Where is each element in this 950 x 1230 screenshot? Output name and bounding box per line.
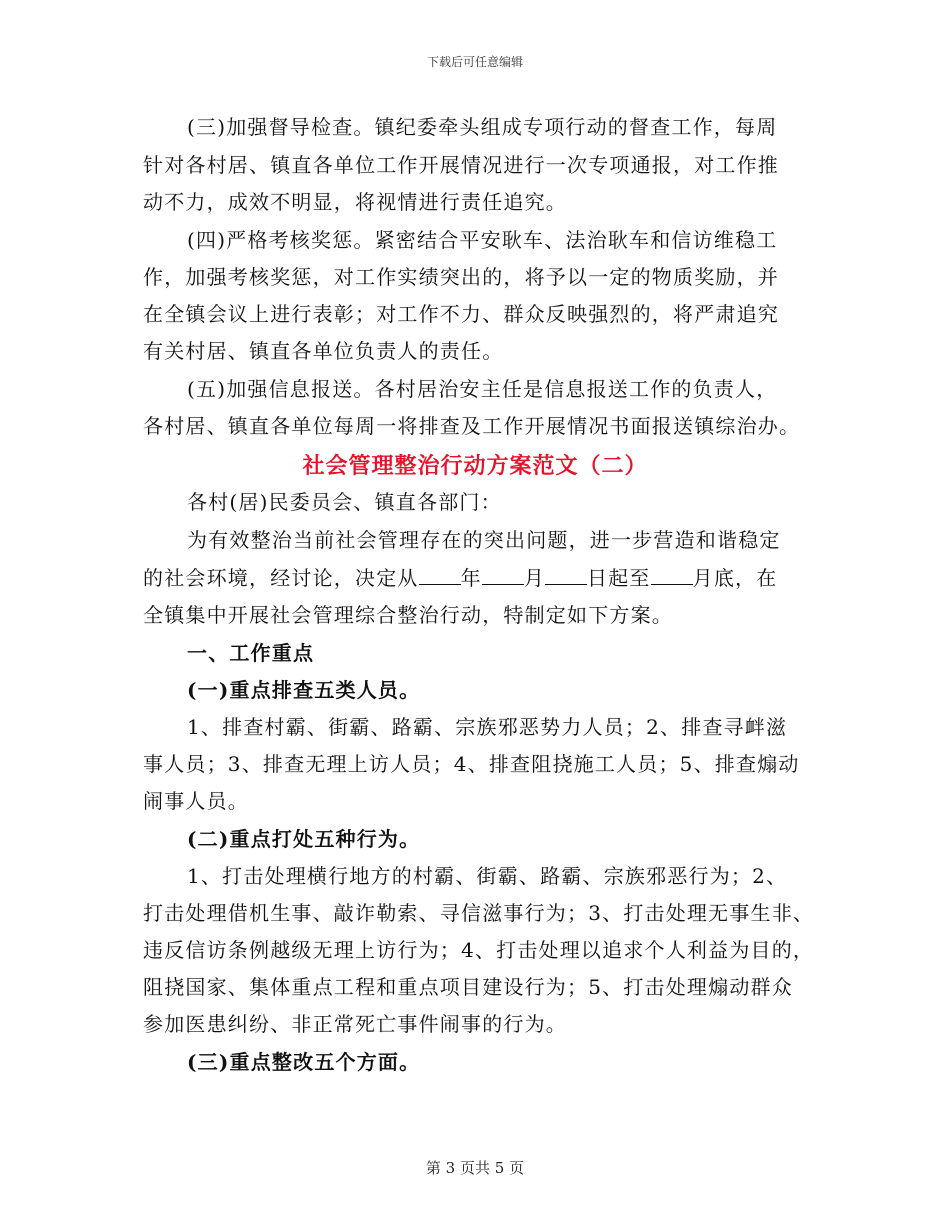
text-segment: 月底，在 bbox=[692, 566, 778, 590]
paragraph-line: 违反信访条例越级无理上访行为；4、打击处理以追求个人利益为目的， bbox=[143, 938, 815, 962]
section-heading: 一、工作重点 bbox=[187, 641, 315, 665]
text-segment: 的社会环境，经讨论，决定从 bbox=[143, 566, 419, 590]
subsection-heading: (三)重点整改五个方面。 bbox=[187, 1050, 421, 1074]
paragraph-line: (四)严格考核奖惩。紧密结合平安耿车、法治耿车和信访维稳工 bbox=[187, 228, 778, 252]
paragraph-line: 为有效整治当前社会管理存在的突出问题，进一步营造和谐稳定 bbox=[187, 528, 781, 552]
paragraph-line: 事人员；3、排查无理上访人员；4、排查阻挠施工人员；5、排查煽动 bbox=[143, 752, 800, 776]
paragraph-line: 1、打击处理横行地方的村霸、街霸、路霸、宗族邪恶行为；2、 bbox=[187, 864, 788, 888]
date-blank bbox=[651, 566, 693, 585]
page-header: 下载后可任意编辑 bbox=[426, 55, 523, 69]
paragraph-line: 1、排查村霸、街霸、路霸、宗族邪恶势力人员；2、排查寻衅滋 bbox=[187, 715, 788, 739]
paragraph-line: 参加医患纠纷、非正常死亡事件闹事的行为。 bbox=[143, 1012, 567, 1036]
text-segment: 月 bbox=[523, 566, 546, 590]
paragraph-line: 在全镇会议上进行表彰；对工作不力、群众反映强烈的，将严肃追究 bbox=[143, 302, 779, 326]
page-footer: 第 3 页共 5 页 bbox=[425, 1159, 525, 1177]
paragraph-line: 闹事人员。 bbox=[143, 789, 249, 813]
date-blank bbox=[419, 566, 461, 585]
paragraph-line: 打击处理借机生事、敲诈勒索、寻信滋事行为；3、打击处理无事生非、 bbox=[143, 901, 815, 925]
subsection-heading: (二)重点打处五种行为。 bbox=[187, 827, 421, 851]
text-segment: 日起至 bbox=[587, 566, 651, 590]
subsection-heading: (一)重点排查五类人员。 bbox=[187, 678, 421, 702]
paragraph-line: 作，加强考核奖惩，对工作实绩突出的，将予以一定的物质奖励，并 bbox=[143, 265, 779, 289]
text-segment: 年 bbox=[460, 566, 482, 590]
paragraph-line: (三)加强督导检查。镇纪委牵头组成专项行动的督查工作，每周 bbox=[187, 115, 778, 139]
paragraph-line: 各村居、镇直各单位每周一将排查及工作开展情况书面报送镇综治办。 bbox=[143, 414, 801, 438]
paragraph-line: 全镇集中开展社会管理综合整治行动，特制定如下方案。 bbox=[143, 603, 673, 627]
salutation: 各村(居)民委员会、镇直各部门： bbox=[187, 490, 502, 514]
date-blank bbox=[482, 566, 524, 585]
paragraph-line-with-blanks bbox=[143, 566, 777, 590]
document-title: 社会管理整治行动方案范文（二） bbox=[302, 453, 648, 479]
paragraph-line: 阻挠国家、集体重点工程和重点项目建设行为；5、打击处理煽动群众 bbox=[143, 975, 793, 999]
paragraph-line: 针对各村居、镇直各单位工作开展情况进行一次专项通报，对工作推 bbox=[143, 153, 779, 177]
paragraph-line: (五)加强信息报送。各村居治安主任是信息报送工作的负责人， bbox=[187, 377, 778, 401]
paragraph-line: 动不力，成效不明显，将视情进行责任追究。 bbox=[143, 190, 567, 214]
paragraph-line: 有关村居、镇直各单位负责人的责任。 bbox=[143, 339, 504, 363]
date-blank bbox=[545, 566, 587, 585]
